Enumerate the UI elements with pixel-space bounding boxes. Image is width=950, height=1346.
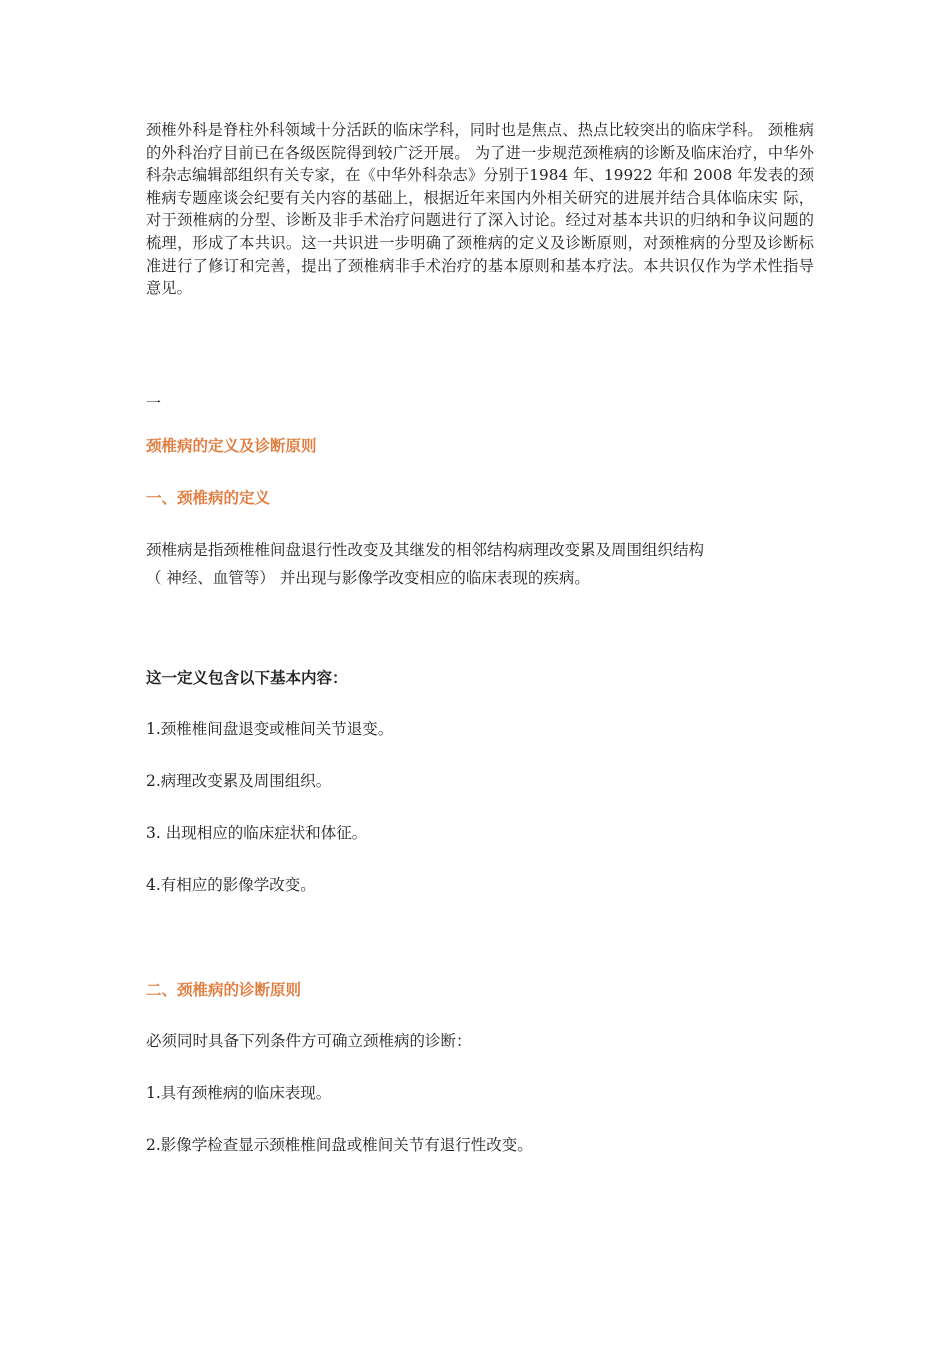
definition-item-3: 3. 出现相应的临床症状和体征。 — [146, 824, 368, 842]
intro-paragraph: 颈椎外科是脊柱外科领域十分活跃的临床学科，同时也是焦点、热点比较突出的临床学科。 颈椎病的外科治疗目前已在各级医院得到较广泛开展。 为了进一步规范颈椎病的诊断及临床治疗，中华外科杂志编辑部组织有关专家，在《中华外科杂志》分别于1984 年、19922 年和 2008 年发表的颈椎病专题座谈会纪要有关内容的基础上，根据近年来国内外相关研究的进展并结合具体临床实 际，对于颈椎病的分型、诊断及非手术治疗问题进行了深入讨论。经过对基本共识的归纳和争议问题的梳理，形成了本共识。这一共识进一步明确了颈椎病的定义及诊断原则，对颈椎病的分型及诊断标 准进行了修订和完善，提出了颈椎病非手术治疗的基本原则和基本疗法。本共识仅作为学术性指导意见。 — [146, 121, 814, 298]
definition-text-line-2: （ 神经、血管等） 并出现与影像学改变相应的临床表现的疾病。 — [146, 569, 590, 587]
definition-contents-heading: 这一定义包含以下基本内容： — [146, 669, 348, 687]
definition-item-2: 2.病理改变累及周围组织。 — [146, 772, 332, 790]
diagnosis-intro: 必须同时具备下列条件方可确立颈椎病的诊断： — [146, 1032, 472, 1050]
section-number: 一 — [146, 394, 162, 412]
section-title: 颈椎病的定义及诊断原则 — [146, 437, 317, 455]
diagnosis-item-1: 1.具有颈椎病的临床表现。 — [146, 1084, 332, 1102]
definition-item-4: 4.有相应的影像学改变。 — [146, 876, 316, 894]
diagnosis-heading: 二、颈椎病的诊断原则 — [146, 981, 302, 999]
definition-text-line-1: 颈椎病是指颈椎椎间盘退行性改变及其继发的相邻结构病理改变累及周围组织结构 — [146, 541, 705, 559]
definition-item-1: 1.颈椎椎间盘退变或椎间关节退变。 — [146, 720, 394, 738]
definition-heading: 一、颈椎病的定义 — [146, 489, 271, 507]
diagnosis-item-2: 2.影像学检查显示颈椎椎间盘或椎间关节有退行性改变。 — [146, 1136, 533, 1154]
